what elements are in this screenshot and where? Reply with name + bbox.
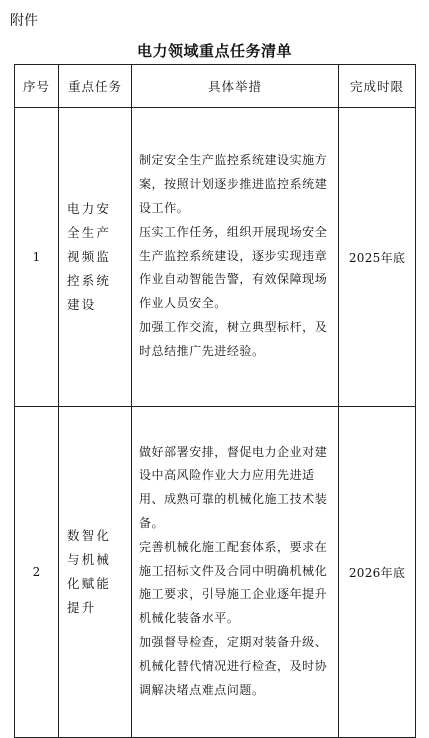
row-number: 1 [15,108,59,407]
measures-cell [132,407,339,738]
task-name: 数智化与机械化赋能提升 [59,407,132,738]
row-number: 2 [15,407,59,738]
measure-item: 加强督导检查，定期对装备升级、机械化替代情况进行检查，及时协调解决堵点难点问题。 [139,635,328,697]
measure-item: 完善机械化施工配套体系，要求在施工招标文件及合同中明确机械化施工要求，引导施工企业逐年提升机械化装备水平。 [139,540,328,625]
attachment-label: 附件 [10,13,38,29]
column-header-measures: 具体举措 [132,65,339,108]
task-name: 电力安全生产视频监控系统建设 [59,108,132,407]
measure-item: 做好部署安排，督促电力企业对建设中高风险作业大力应用先进适用、成熟可靠的机械化施工技术装备。 [139,444,328,530]
column-header-number: 序号 [15,65,59,108]
deadline: 2026年底 [339,407,416,738]
table-row [15,407,416,738]
measure-item: 制定安全生产监控系统建设实施方案，按照计划逐步推进监控系统建设工作。 [139,153,328,215]
table-header-row [15,65,416,108]
deadline: 2025年底 [339,108,416,407]
table-row [15,108,416,407]
document-title: 电力领域重点任务清单 [136,42,292,60]
measure-item: 压实工作任务，组织开展现场安全生产监控系统建设，逐步实现违章作业自动智能告警，有效保障现场作业人员安全。 [139,225,328,310]
column-header-task: 重点任务 [59,65,132,108]
measure-item: 加强工作交流，树立典型标杆，及时总结推广先进经验。 [139,320,328,359]
measures-cell [132,108,339,407]
column-header-deadline: 完成时限 [339,65,416,108]
task-table [14,64,416,738]
